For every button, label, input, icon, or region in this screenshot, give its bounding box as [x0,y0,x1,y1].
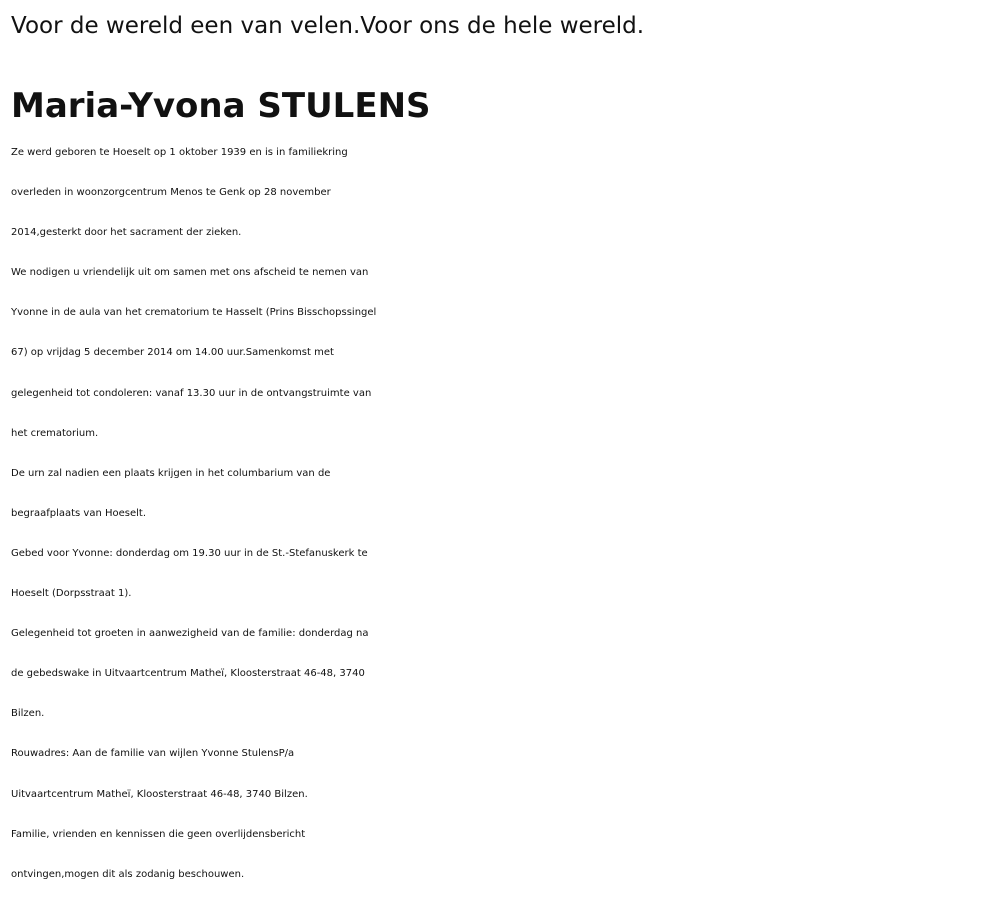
motto-text: Voor de wereld een van velen.Voor ons de hele wereld. [11,13,645,39]
deceased-name-heading: Maria-Yvona STULENS [11,86,431,126]
body-line: Familie, vrienden en kennissen die geen overlijdensbericht [11,828,306,840]
body-line: Ze werd geboren te Hoeselt op 1 oktober 1939 en is in familiekring [11,147,348,158]
body-line: 2014,gesterkt door het sacrament der zieken. [11,227,242,239]
body-line: ontvingen,mogen dit als zodanig beschouwen. [11,868,245,880]
body-line: de gebedswake in Uitvaartcentrum Matheï, Kloosterstraat 46-48, 3740 [11,668,365,680]
body-line: Yvonne in de aula van het crematorium te Hasselt (Prins Bisschopssingel [11,307,377,319]
body-line: het crematorium. [11,427,99,439]
body-line: Hoeselt (Dorpsstraat 1). [11,588,132,600]
body-line: 67) op vrijdag 5 december 2014 om 14.00 uur.Samenkomst met [11,347,334,359]
body-line: Uitvaartcentrum Matheï, Kloosterstraat 46-48, 3740 Bilzen. [11,788,308,800]
body-line: Rouwadres: Aan de familie van wijlen Yvonne StulensP/a [11,748,295,760]
body-line: gelegenheid tot condoleren: vanaf 13.30 uur in de ontvangstruimte van [11,387,372,399]
body-line: We nodigen u vriendelijk uit om samen met ons afscheid te nemen van [11,267,369,279]
body-line: Gelegenheid tot groeten in aanwezigheid van de familie: donderdag na [11,628,369,640]
body-line: begraafplaats van Hoeselt. [11,507,147,519]
obituary-body [11,133,991,895]
body-line: overleden in woonzorgcentrum Menos te Genk op 28 november [11,187,331,199]
body-line: Bilzen. [11,708,45,720]
body-line: Gebed voor Yvonne: donderdag om 19.30 uur in de St.-Stefanuskerk te [11,547,368,559]
body-line: De urn zal nadien een plaats krijgen in het columbarium van de [11,467,331,479]
